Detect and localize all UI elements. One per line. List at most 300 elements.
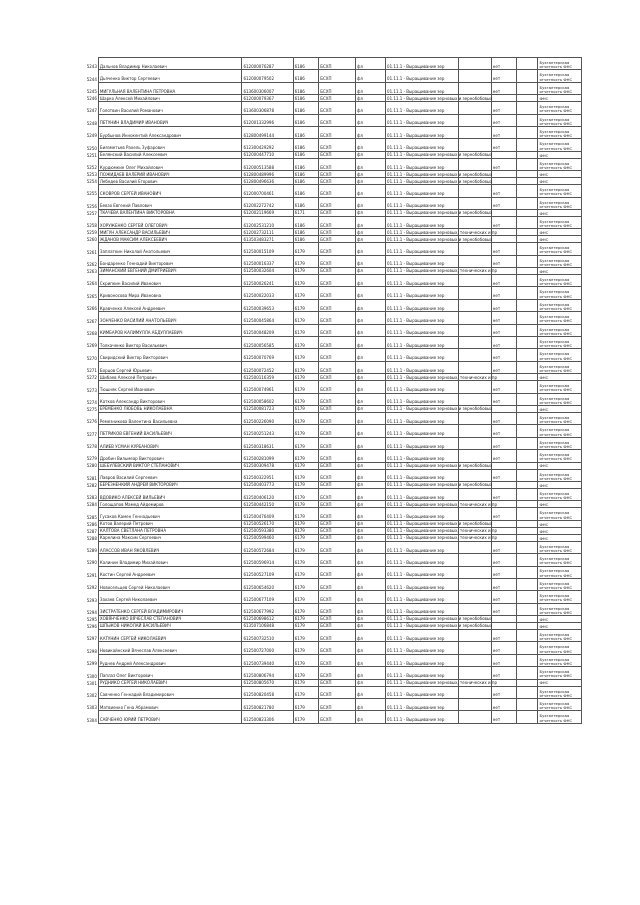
category: БСХП <box>319 469 356 481</box>
source-label: ФНС <box>538 268 582 275</box>
flag-value: нет <box>491 699 517 711</box>
table-row <box>60 185 582 197</box>
activity-code: 01.11.1 - Выращивание зер <box>386 667 459 679</box>
person-name: Курдюмкин Олег Михайлович <box>98 158 242 170</box>
flag-value: нет <box>491 70 517 82</box>
person-name: АЛИЕВ УСМАН КУРБАНОВИЧ <box>98 437 242 449</box>
filler-cell <box>459 711 491 723</box>
category: БСХП <box>319 623 356 630</box>
person-name: ШПЫКОВ НИКОЛАЙ ВАСИЛЬЕВИЧ <box>98 623 242 630</box>
filler-cell <box>517 654 538 666</box>
region-code: 6186 <box>293 102 319 114</box>
category: БСХП <box>319 381 356 393</box>
filler-cell <box>517 114 538 126</box>
inn-code: 612500526170 <box>242 520 293 527</box>
category: БСХП <box>319 349 356 361</box>
inn-code: 612500596914 <box>242 554 293 566</box>
table-row <box>60 554 582 566</box>
flag-value <box>491 520 517 527</box>
category: БСХП <box>319 591 356 603</box>
region-code: 6179 <box>293 462 319 469</box>
source-label: Бухгалтерская отчетность ФНС <box>538 58 582 70</box>
entity-type: фл <box>355 381 385 393</box>
filler-cell <box>517 70 538 82</box>
source-label: Бухгалтерская отчетность ФНС <box>538 287 582 299</box>
filler-cell <box>459 299 491 311</box>
filler-cell <box>459 349 491 361</box>
category: БСХП <box>319 425 356 437</box>
region-code: 6179 <box>293 374 319 381</box>
filler-cell <box>459 654 491 666</box>
row-number: 5278 <box>60 437 98 449</box>
inn-code: 612500527109 <box>242 566 293 578</box>
filler-cell <box>459 469 491 481</box>
activity-code: 01.11.1 - Выращивание зер <box>386 381 459 393</box>
entity-type: фл <box>355 209 385 216</box>
region-code: 6179 <box>293 686 319 698</box>
entity-type: фл <box>355 287 385 299</box>
activity-code: 01.11.1 - Выращивание зер <box>386 488 459 500</box>
table-row <box>60 268 582 275</box>
category: БСХП <box>319 158 356 170</box>
region-code: 6179 <box>293 501 319 508</box>
row-number: 5290 <box>60 554 98 566</box>
category: БСХП <box>319 642 356 654</box>
filler-cell <box>517 209 538 216</box>
row-number: 5268 <box>60 324 98 336</box>
source-label: ФНС <box>538 462 582 469</box>
category: БСХП <box>319 374 356 381</box>
person-name: ХОВЯНЧЕНКО ВЯЧЕСЛАВ СТЕПАНОВИЧ <box>98 616 242 623</box>
filler-cell <box>459 578 491 590</box>
source-label: Бухгалтерская отчетность ФНС <box>538 114 582 126</box>
category: БСХП <box>319 268 356 275</box>
region-code: 6179 <box>293 566 319 578</box>
row-number: 5250 <box>60 139 98 151</box>
person-name: Борцов Сергей Юрьевич <box>98 361 242 373</box>
category: БСХП <box>319 679 356 686</box>
flag-value: нет <box>491 361 517 373</box>
activity-code: 01.11.1 - Выращивание зер <box>386 361 459 373</box>
category: БСХП <box>319 312 356 324</box>
entity-type: фл <box>355 312 385 324</box>
inn-code: 612000076287 <box>242 58 293 70</box>
table-row <box>60 566 582 578</box>
activity-code: 01.11.1 - Выращивание зер <box>386 578 459 590</box>
row-number: 5281 <box>60 469 98 481</box>
entity-type: фл <box>355 299 385 311</box>
activity-code: 01.11.1 - Выращивание зер <box>386 349 459 361</box>
flag-value <box>491 151 517 158</box>
activity-code: 01.11.1 - Выращивание зерновых и зернобобовых <box>387 623 493 629</box>
source-label: Бухгалтерская отчетность ФНС <box>538 412 582 424</box>
category: БСХП <box>319 275 356 287</box>
inn-code: 612002732111 <box>242 229 293 236</box>
table-row <box>60 623 582 630</box>
filler-cell <box>459 216 491 228</box>
filler-cell <box>517 412 538 424</box>
table-row <box>60 70 582 82</box>
region-code: 6171 <box>293 209 319 216</box>
region-code: 6179 <box>293 412 319 424</box>
person-name: Котов Валерий Петрович <box>98 520 242 527</box>
category: БСХП <box>319 630 356 642</box>
filler-cell <box>459 541 491 553</box>
category: БСХП <box>319 114 356 126</box>
row-number: 5274 <box>60 393 98 405</box>
filler-cell <box>459 450 491 462</box>
entity-type: фл <box>355 268 385 275</box>
activity-code: 01.11.1 - Выращивание зерновых и зернобобовых <box>387 210 493 216</box>
inn-code: 612500821780 <box>242 699 293 711</box>
filler-cell <box>459 82 491 94</box>
person-name: Новосельцев Сергей Николаевич <box>98 578 242 590</box>
region-code: 6179 <box>293 616 319 623</box>
filler-cell <box>459 554 491 566</box>
activity-code: 01.11.1 - Выращивание зерновых и зернобобовых <box>387 171 493 177</box>
entity-type: фл <box>355 541 385 553</box>
source-label: ФНС <box>538 520 582 527</box>
inn-code: 612500322951 <box>242 469 293 481</box>
category: БСХП <box>319 462 356 469</box>
source-label: Бухгалтерская отчетность ФНС <box>538 541 582 553</box>
table-row <box>60 488 582 500</box>
inn-code: 613600306878 <box>242 102 293 114</box>
table-row <box>60 437 582 449</box>
region-code: 6186 <box>293 114 319 126</box>
row-number: 5256 <box>60 197 98 209</box>
source-label: Бухгалтерская отчетность ФНС <box>538 642 582 654</box>
filler-cell <box>517 603 538 615</box>
region-code: 6179 <box>293 287 319 299</box>
flag-value: нет <box>491 488 517 500</box>
source-label: Бухгалтерская отчетность ФНС <box>538 70 582 82</box>
filler-cell <box>459 381 491 393</box>
flag-value: нет <box>491 450 517 462</box>
entity-type: фл <box>355 236 385 243</box>
person-name: Голощапов Мамед Айдемиров <box>98 501 242 508</box>
row-number: 5255 <box>60 185 98 197</box>
entity-type: фл <box>355 437 385 449</box>
region-code: 6179 <box>293 488 319 500</box>
activity-code: 01.11.1 - Выращивание зерновых, технических и пр <box>387 229 497 235</box>
person-name: ХОРУЖЕНКО СЕРГЕЙ ОЛЕГОВИЧ <box>98 216 242 228</box>
category: БСХП <box>319 58 356 70</box>
filler-cell <box>459 508 491 520</box>
table-row <box>60 412 582 424</box>
filler-cell <box>517 216 538 228</box>
flag-value: нет <box>491 554 517 566</box>
source-label: ФНС <box>538 405 582 412</box>
table-row <box>60 287 582 299</box>
person-name: АЛАССОВ ИВАН ЯКОВЛЕВИЧ <box>98 541 242 553</box>
region-code: 6179 <box>293 425 319 437</box>
filler-cell <box>459 488 491 500</box>
flag-value: нет <box>491 337 517 349</box>
inn-code: 612500805670 <box>242 679 293 686</box>
flag-value: нет <box>491 425 517 437</box>
filler-cell <box>517 275 538 287</box>
table-row <box>60 603 582 615</box>
filler-cell <box>459 185 491 197</box>
entity-type: фл <box>355 699 385 711</box>
document-page <box>60 57 582 724</box>
inn-code: 612500056585 <box>242 337 293 349</box>
category: БСХП <box>319 82 356 94</box>
filler-cell <box>517 349 538 361</box>
inn-code: 612500806794 <box>242 667 293 679</box>
table-row <box>60 630 582 642</box>
inn-code: 612500251243 <box>242 425 293 437</box>
region-code: 6186 <box>293 185 319 197</box>
table-row <box>60 425 582 437</box>
person-name: Дальнов Владимир Николаевич <box>98 58 242 70</box>
row-number: 5246 <box>60 95 98 102</box>
filler-cell <box>517 566 538 578</box>
activity-code: 01.11.1 - Выращивание зерновых и зернобобовых <box>387 482 493 488</box>
table-row <box>60 642 582 654</box>
person-name: Кривоносова Мира Ивановна <box>98 287 242 299</box>
region-code: 6179 <box>293 508 319 520</box>
row-number: 5301 <box>60 679 98 686</box>
table-row <box>60 58 582 70</box>
category: БСХП <box>319 534 356 541</box>
row-number: 5286 <box>60 520 98 527</box>
row-number: 5260 <box>60 236 98 243</box>
filler-cell <box>517 541 538 553</box>
inn-code: 613503483271 <box>242 236 293 243</box>
category: БСХП <box>319 616 356 623</box>
source-label: Бухгалтерская отчетность ФНС <box>538 667 582 679</box>
inn-code: 612500318631 <box>242 437 293 449</box>
region-code: 6179 <box>293 349 319 361</box>
filler-cell <box>459 243 491 255</box>
table-row <box>60 197 582 209</box>
table-row <box>60 534 582 541</box>
inn-code: 613600306007 <box>242 82 293 94</box>
region-code: 6179 <box>293 381 319 393</box>
source-label: Бухгалтерская отчетность ФНС <box>538 337 582 349</box>
inn-code: 612500081723 <box>242 405 293 412</box>
filler-cell <box>517 520 538 527</box>
region-code: 6186 <box>293 216 319 228</box>
category: БСХП <box>319 178 356 185</box>
activity-code: 01.11.1 - Выращивание зерновых, технических и пр <box>387 268 497 274</box>
entity-type: фл <box>355 412 385 424</box>
inn-code: 612500732510 <box>242 630 293 642</box>
source-label: Бухгалтерская отчетность ФНС <box>538 82 582 94</box>
region-code: 6179 <box>293 642 319 654</box>
filler-cell <box>517 699 538 711</box>
row-number: 5261 <box>60 243 98 255</box>
inn-code: 612500593380 <box>242 527 293 534</box>
table-row <box>60 654 582 666</box>
category: БСХП <box>319 102 356 114</box>
filler-cell <box>459 630 491 642</box>
flag-value: нет <box>491 243 517 255</box>
source-label: Бухгалтерская отчетность ФНС <box>538 630 582 642</box>
flag-value: нет <box>491 541 517 553</box>
person-name: СКОВРОВ СЕРГЕЙ ИВАНОВИЧ <box>98 185 242 197</box>
region-code: 6186 <box>293 139 319 151</box>
inn-code: 612800499144 <box>242 126 293 138</box>
filler-cell <box>459 102 491 114</box>
region-code: 6179 <box>293 324 319 336</box>
flag-value <box>491 236 517 243</box>
entity-type: фл <box>355 591 385 603</box>
entity-type: фл <box>355 654 385 666</box>
activity-code: 01.11.1 - Выращивание зер <box>386 469 459 481</box>
source-label: Бухгалтерская отчетность ФНС <box>538 686 582 698</box>
source-label: Бухгалтерская отчетность ФНС <box>538 275 582 287</box>
filler-cell <box>517 578 538 590</box>
flag-value: нет <box>491 255 517 267</box>
source-label: ФНС <box>538 236 582 243</box>
table-row <box>60 82 582 94</box>
table-row <box>60 361 582 373</box>
entity-type: фл <box>355 197 385 209</box>
person-name: Гусаков Камен Геннадьевич <box>98 508 242 520</box>
table-row <box>60 139 582 151</box>
person-name: ВДОВИКО АЛЕКСЕЙ ВИЛЬЕВИЧ <box>98 488 242 500</box>
inn-code: 612000447710 <box>242 151 293 158</box>
source-label: ФНС <box>538 229 582 236</box>
table-row <box>60 591 582 603</box>
table-row <box>60 381 582 393</box>
inn-code: 612500476409 <box>242 508 293 520</box>
inn-code: 612300429292 <box>242 139 293 151</box>
row-number: 5299 <box>60 654 98 666</box>
activity-code: 01.11.1 - Выращивание зер <box>386 275 459 287</box>
region-code: 6179 <box>293 520 319 527</box>
table-row <box>60 481 582 488</box>
row-number: 5285 <box>60 508 98 520</box>
table-row <box>60 236 582 243</box>
category: БСХП <box>319 361 356 373</box>
flag-value: нет <box>491 654 517 666</box>
person-name: Савченко Геннадий Владимирович <box>98 686 242 698</box>
row-number: 5283 <box>60 488 98 500</box>
entity-type: фл <box>355 623 385 630</box>
filler-cell <box>517 255 538 267</box>
row-number: 5271 <box>60 361 98 373</box>
category: БСХП <box>319 450 356 462</box>
flag-value: нет <box>491 349 517 361</box>
region-code: 6179 <box>293 437 319 449</box>
filler-cell <box>517 450 538 462</box>
category: БСХП <box>319 229 356 236</box>
region-code: 6179 <box>293 667 319 679</box>
entity-type: фл <box>355 616 385 623</box>
category: БСХП <box>319 437 356 449</box>
category: БСХП <box>319 70 356 82</box>
entity-type: фл <box>355 178 385 185</box>
source-label: Бухгалтерская отчетность ФНС <box>538 654 582 666</box>
table-row <box>60 405 582 412</box>
category: БСХП <box>319 686 356 698</box>
filler-cell <box>517 229 538 236</box>
inn-code: 612500070769 <box>242 349 293 361</box>
activity-code: 01.11.1 - Выращивание зерновых, технических и пр <box>387 374 497 380</box>
source-label: Бухгалтерская отчетность ФНС <box>538 243 582 255</box>
entity-type: фл <box>355 534 385 541</box>
region-code: 6179 <box>293 623 319 630</box>
entity-type: фл <box>355 630 385 642</box>
person-name: Ремезникова Валентина Васильевна <box>98 412 242 424</box>
table-row <box>60 711 582 723</box>
region-code: 6186 <box>293 95 319 102</box>
category: БСХП <box>319 405 356 412</box>
row-number: 5248 <box>60 114 98 126</box>
table-row <box>60 699 582 711</box>
category: БСХП <box>319 667 356 679</box>
table-row <box>60 541 582 553</box>
inn-code: 612500026241 <box>242 275 293 287</box>
flag-value: нет <box>491 412 517 424</box>
person-name: ПЕТРИКОВ ЕВГЕНИЙ ВАСИЛЬЕВИЧ <box>98 425 242 437</box>
row-number: 5262 <box>60 255 98 267</box>
filler-cell <box>517 462 538 469</box>
flag-value <box>491 171 517 178</box>
category: БСХП <box>319 209 356 216</box>
filler-cell <box>517 616 538 623</box>
person-name: Калинин Владимир Михайлович <box>98 554 242 566</box>
person-name: Матвиенко Гена Абрамович <box>98 699 242 711</box>
source-label: Бухгалтерская отчетность ФНС <box>538 299 582 311</box>
entity-type: фл <box>355 520 385 527</box>
person-name: ЕРЕМЕНКО ЛЮБОВЬ НИКОЛАЕВНА <box>98 405 242 412</box>
source-label: Бухгалтерская отчетность ФНС <box>538 578 582 590</box>
table-row <box>60 374 582 381</box>
filler-cell <box>517 171 538 178</box>
region-code: 6179 <box>293 299 319 311</box>
filler-cell <box>517 667 538 679</box>
person-name: Толкаченко Виктор Васильевич <box>98 337 242 349</box>
table-row <box>60 114 582 126</box>
table-row <box>60 679 582 686</box>
region-code: 6179 <box>293 654 319 666</box>
region-code: 6186 <box>293 151 319 158</box>
inn-code: 612800496636 <box>242 178 293 185</box>
entity-type: фл <box>355 102 385 114</box>
source-label: ФНС <box>538 679 582 686</box>
inn-code: 612500048209 <box>242 324 293 336</box>
filler-cell <box>517 139 538 151</box>
filler-cell <box>517 488 538 500</box>
activity-code: 01.11.1 - Выращивание зерновых и зернобобовых <box>387 521 493 527</box>
row-number: 5264 <box>60 275 98 287</box>
source-label: Бухгалтерская отчетность ФНС <box>538 361 582 373</box>
row-number: 5296 <box>60 623 98 630</box>
source-label: ФНС <box>538 151 582 158</box>
person-name: Шибаев Алексей Петрович <box>98 374 242 381</box>
entity-type: фл <box>355 469 385 481</box>
person-name: Биязметьев Рахель Зуфарович <box>98 139 242 151</box>
activity-code: 01.11.1 - Выращивание зер <box>386 158 459 170</box>
region-code: 6179 <box>293 679 319 686</box>
filler-cell <box>517 185 538 197</box>
row-number: 5253 <box>60 171 98 178</box>
person-name: РУДНИКО СЕРГЕЙ НИКОЛАЕВИЧ <box>98 679 242 686</box>
source-label: Бухгалтерская отчетность ФНС <box>538 425 582 437</box>
activity-code: 01.11.1 - Выращивание зерновых, технических и пр <box>387 528 497 534</box>
flag-value: нет <box>491 469 517 481</box>
inn-code: 612001332996 <box>242 114 293 126</box>
row-number: 5266 <box>60 299 98 311</box>
flag-value <box>491 178 517 185</box>
category: БСХП <box>319 501 356 508</box>
region-code: 6186 <box>293 70 319 82</box>
